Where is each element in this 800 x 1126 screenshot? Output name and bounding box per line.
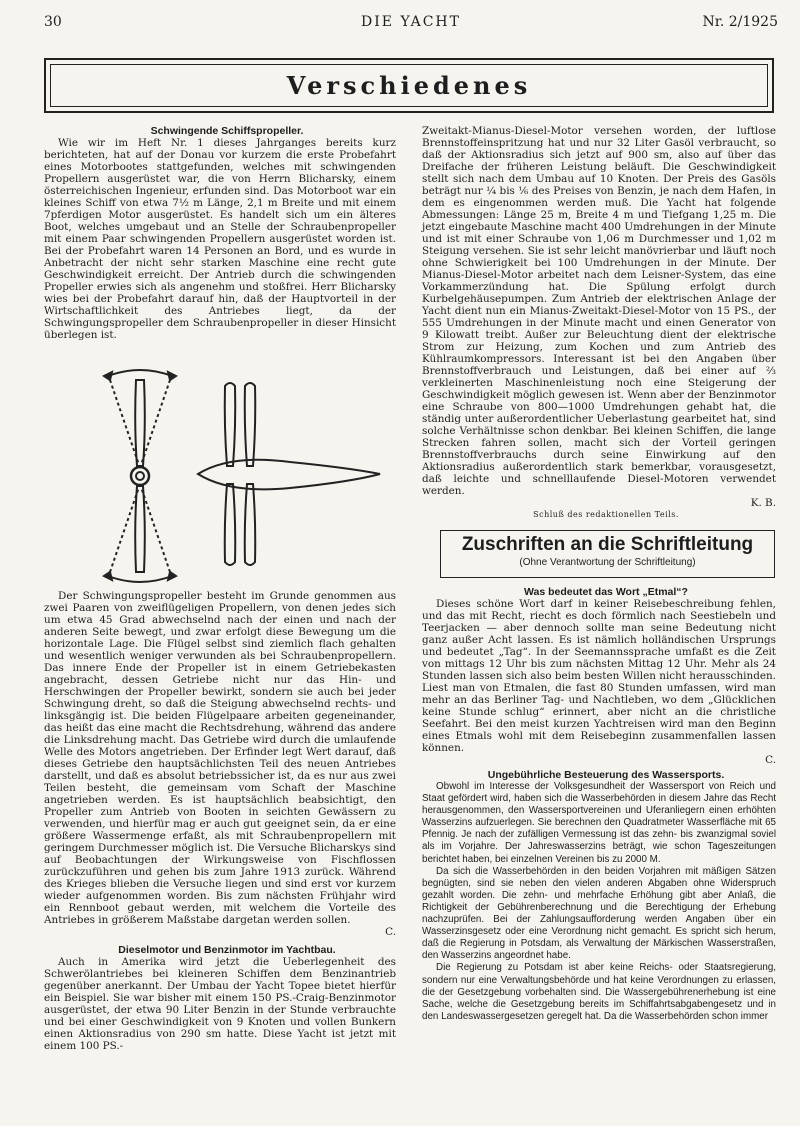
section-title: Verschiedenes: [50, 64, 768, 107]
article-paragraph: Zweitakt-Mianus-Diesel-Motor versehen worden, der luftlose Brennstoffeinspritzung hat und nur 32 Liter Gasöl verbraucht, so daß der Aktionsradius sich jetzt auf 900 sm, also auf über das Dreifache der früheren Leistung beläuft. Die Geschwindigkeit stellt sich nach dem Umbau auf 10 Knoten. Der Preis des Gasöls beträgt nur ¼ bis ⅙ des Preises von Benzin, je nach dem Hafen, in dem es eingenommen werden muß. Die Yacht hat folgende Abmessungen: Länge 25 m, Breite 4 m und Tiefgang 1,25 m. Die jetzt eingebaute Maschine macht 400 Umdrehungen in der Minute und ist mit einer Schraube von 1,06 m Durchmesser und 1,02 m Steigung versehen. Sie ist sehr leicht manövrierbar und läuft noch ohne Schwierigkeit bei 100 Umdrehungen in der Minute. Der Mianus-Diesel-Motor arbeitet nach dem Leisner-System, das eine Vorkammerzündung hat. Die Spülung erfolgt durch Kurbelgehäusepumpen. Zum Antrieb der elektrischen Anlage der Yacht dient nun ein Mianus-Zweitakt-Diesel-Motor von 15 PS., der 555 Umdrehungen in der Minute macht und einen Generator von 9 Kilowatt treibt. Außer zur Beleuchtung dient der elektrische Strom zur Heizung, zum Kochen und zum Antrieb des Kühlraumkompressors. Interessant ist bei den Angaben über Brennstoffverbrauch und Leistungen, daß bei einer auf ⅔ verkleinerten Maschinenleistung noch eine Steigerung der Geschwindigkeit möglich gewesen ist. Wenn aber der Benzinmotor eine Schraube von 800—1000 Umdrehungen gehabt hat, die ständig unter außerordentlicher Ueberlastung gearbeitet hat, sind solche Verhältnisse schon denkbar. Bei kleinen Schiffen, die lange Strecken fahren sollen, macht sich der Vorteil geringen Brennstoffverbrauchs durch seine Einwirkung auf den Aktionsradius außerordentlich stark bemerkbar, vorausgesetzt, daß leichte und schnelllaufende Diesel-Motoren verwendet werden.: [422, 125, 776, 497]
article-signature: C.: [765, 754, 776, 766]
article-paragraph: Wie wir im Heft Nr. 1 dieses Jahrganges bereits kurz berichteten, hat auf der Donau vor kurzem die erste Probefahrt eines Motorbootes stattgefunden, welches mit schwingenden Propellern ausgerüstet war, die von Herrn Blicharsky, einem österreichischen Ingenieur, erfunden sind. Das Motorboot war ein kleines Schiff von etwa 7½ m Länge, 2,1 m Breite und mit einem 7pferdigen Motor ausgerüstet. Es handelt sich um ein älteres Boot, welches umgebaut und an Stelle der Schraubenpropeller mit einem Paar schwingenden Propellern ausgerüstet worden ist. Bei der Probefahrt waren 14 Personen an Bord, und es wurde in Anbetracht der nicht sehr starken Maschine eine recht gute Geschwindigkeit erreicht. Der Antrieb durch die schwingenden Propeller erwies sich als angenehm und stoßfrei. Herr Blicharsky wies bei der Probefahrt darauf hin, daß der Hauptvorteil in der Wirtschaftlichkeit des Antriebes liegt, da der Schwingungspropeller dem Schraubenpropeller in dieser Hinsicht überlegen ist.: [44, 137, 396, 341]
right-column-bottom: [422, 586, 776, 1023]
propeller-diagram: [90, 366, 400, 586]
article-paragraph: Obwohl im Interesse der Volksgesundheit der Wassersport von Reich und Staat gefördert wird, haben sich die Wasserbehörden in diesem Jahre das Recht herausgenommen, den Wassersportvereinen und Uferanliegern einen erhöhten Wasserzins aufzuerlegen. Sie berechnen den Quadratmeter Wasserfläche mit 65 Pfennig. Je nach der zufälligen Vermessung ist das zehn- bis zwanzigmal soviel als im Vorjahre. Der Jahreswasserzins beträgt, wie schon Tageszeitungen berichtet haben, bei einzelnen Vereinen bis zu 2000 M.: [422, 781, 776, 865]
letters-section-subtitle: (Ohne Verantwortung der Schriftleitung): [519, 557, 696, 568]
hull-outline: [198, 460, 380, 490]
letters-section-title: Zuschriften an die Schriftleitung: [461, 534, 754, 555]
magazine-title: DIE YACHT: [361, 14, 461, 30]
page-number: 30: [44, 14, 62, 30]
right-column-top: [422, 125, 776, 521]
left-column-bottom: [44, 590, 396, 1052]
article-heading: Was bedeutet das Wort „Etmal“?: [524, 586, 688, 598]
blade-upper: [135, 380, 145, 466]
editorial-end-note: Schluß des redaktionellen Teils.: [533, 510, 679, 519]
article-signature: C.: [385, 926, 396, 938]
hub: [131, 467, 149, 485]
letters-section-box: [440, 530, 775, 578]
article-heading: Ungebührliche Besteuerung des Wassersports.: [487, 769, 725, 781]
article-paragraph: Auch in Amerika wird jetzt die Ueberlegenheit des Schwerölantriebes bei kleineren Schiffen dem Benzinantrieb gegenüber anerkannt. Der Umbau der Yacht Topee bietet hierfür ein Beispiel. Sie war bisher mit einem 150 PS.-Craig-Benzinmotor ausgerüstet, der etwa 90 Liter Benzin in der Stunde verbrauchte und bei einer Geschwindigkeit von 9 Knoten und vollen Bunkern einen Aktionsradius von 290 sm hatte. Diese Yacht ist jetzt mit einem 100 PS.-: [44, 956, 396, 1052]
issue-number: Nr. 2/1925: [702, 14, 778, 30]
section-banner: [44, 58, 774, 113]
article-paragraph: Dieses schöne Wort darf in keiner Reisebeschreibung fehlen, und das mit Recht, riecht es doch förmlich nach Seestiebeln und Teerjacken — aber dennoch sollte man seine Bedeutung nicht ganz außer Acht lassen. Es ist nämlich holländischen Ursprungs und bedeutet „Tag“. In der Seemannssprache umfaßt es die Zeit von mittags 12 Uhr bis zum nächsten Mittag 12 Uhr. Mehr als 24 Stunden lassen sich also beim besten Willen nicht herausschinden. Liest man von Etmalen, die fast 80 Stunden umfassen, wird man mehr an das Berliner Tag- und Nachtleben, wo dem „Glücklichen keine Stunde schlug“ erinnert, aber nicht an die christliche Seefahrt. Bei den meist kurzen Yachtreisen wird man den Beginn eines Etmals wohl mit dem Reisebeginn zusammenfallen lassen können.: [422, 598, 776, 754]
blade-lower: [135, 486, 145, 572]
swing-arc-top: [108, 370, 172, 376]
left-column-top: [44, 125, 396, 341]
article-heading: Schwingende Schiffspropeller.: [150, 125, 304, 137]
article-paragraph: Die Regierung zu Potsdam ist aber keine Reichs- oder Staatsregierung, sondern nur eine Verwaltungsbehörde und hat keine Verordnungen zu erlassen, die der Gesetzgebung vorbehalten sind. Die Wassergebührenerhebung ist eine Sache, welche die Gesetzgebung bereits im Schiffahrtsabgabengesetz und in den Landeswassergesetzen geregelt hat. Da die Wasserbehörden schon immer: [422, 962, 776, 1022]
article-signature: K. B.: [750, 497, 776, 509]
article-paragraph: Da sich die Wasserbehörden in den beiden Vorjahren mit mäßigen Sätzen begnügten, sind sie neben den vielen anderen Abgaben ohne Widerspruch gezahlt worden. Die zehn- und mehrfache Erhöhung gibt aber Anlaß, die Richtigkeit der Gebührenberechnung und die Berechtigung der Erhebung nachzuprüfen. Bei der Zahlungsaufforderung werden Angaben über ein Wasserzinsgesetz oder eine Verordnung nicht gemacht. Es spricht sich herum, daß die Regierung in Potsdam, als Verwaltung der Märkischen Wasserstraßen, den Wasserzins angeordnet habe.: [422, 865, 776, 962]
running-header: [44, 14, 778, 34]
swing-arc-bottom: [108, 576, 172, 582]
article-paragraph: Der Schwingungspropeller besteht im Grunde genommen aus zwei Paaren von zweiflügeligen Propellern, von denen jedes sich um etwa 45 Grad abwechselnd nach der einen und nach der anderen Seite bewegt, und zwar erfolgt diese Bewegung um die horizontale Lage. Die Flügel selbst sind ziemlich flach gehalten und wesentlich weniger verwunden als bei Schraubenpropellern. Das innere Ende der Propeller ist in einem Getriebekasten angebracht, dessen Getriebe nicht nur das Hin- und Herschwingen der Propeller bewirkt, sondern sie auch bei jeder Schwingung dreht, so daß die Steigung abwechselnd rechts- und linksgängig ist. Die beiden Flügelpaare arbeiten gegeneinander, das heißt das eine macht die Rechtsdrehung, während das andere die Linksdrehung macht. Das Getriebe wird durch die umlaufende Welle des Motors angetrieben. Der Erfinder legt Wert darauf, daß dieses Getriebe den hauptsächlichsten Teil des neuen Antriebes darstellt, und daß es absolut betriebssicher ist, da es nur aus zwei Teilen besteht, die gemeinsam vom Schaft der Maschine angetrieben werden. Es ist hauptsächlich beabsichtigt, den Propeller zum Antrieb von Booten in seichten Gewässern zu verwenden, und hierfür mag er auch gut geeignet sein, da er eine größere Wassermenge erfaßt, als mit Schraubenpropellern mit geringem Durchmesser möglich ist. Die Versuche Blicharskys sind auf Beobachtungen der Wirkungsweise von Fischflossen zurückzuführen und gehen bis zum Jahre 1913 zurück. Während des Krieges blieben die Versuche liegen und sind erst vor kurzem wieder aufgenommen worden. Bis zum nächsten Frühjahr wird ein Rennboot gebaut werden, mit welchem die Vorteile des Antriebes in größerem Maßstabe dargetan werden sollen.: [44, 590, 396, 926]
article-heading: Dieselmotor und Benzinmotor im Yachtbau.: [118, 944, 336, 956]
